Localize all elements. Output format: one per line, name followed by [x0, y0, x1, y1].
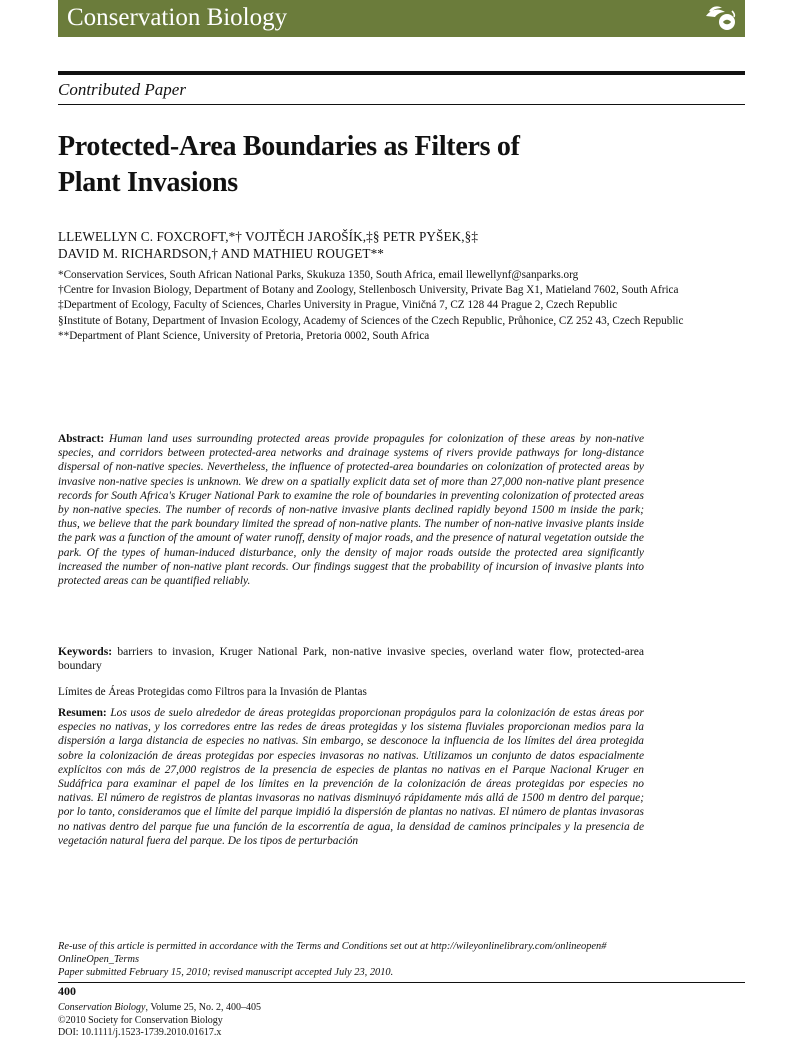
resumen [58, 706, 644, 848]
keywords [58, 645, 644, 674]
footnote-line: Re-use of this article is permitted in accordance with the Terms and Conditions set out at http://wileyonlinelibrary.com/onlineopen# [58, 941, 607, 952]
section-rule [58, 104, 745, 105]
affiliation: *Conservation Services, South African National Parks, Skukuza 1350, South Africa, email llewellynf@sanparks.org [58, 269, 579, 281]
title-line: Plant Invasions [58, 167, 238, 198]
copyright-line: ©2010 Society for Conservation Biology [58, 1014, 223, 1026]
affiliations [58, 268, 744, 344]
footer-rule [58, 982, 745, 983]
resumen-title: Límites de Áreas Protegidas como Filtros para la Invasión de Plantas [58, 686, 367, 698]
affiliation: §Institute of Botany, Department of Invasion Ecology, Academy of Sciences of the Czech Republic, Průhonice, CZ 252 43, Czech Republic [58, 314, 684, 327]
citation-journal: Conservation Biology [58, 1002, 146, 1013]
affiliation: ‡Department of Ecology, Faculty of Sciences, Charles University in Prague, Viničná 7, CZ 128 44 Prague 2, Czech Republic [58, 299, 618, 312]
article-title [58, 129, 698, 201]
doi-line: DOI: 10.1111/j.1523-1739.2010.01617.x [58, 1027, 222, 1039]
author-list [58, 228, 738, 262]
resumen-heading: Resumen: [58, 707, 107, 719]
title-line: Protected-Area Boundaries as Filters of [58, 131, 520, 162]
bird-leaf-logo-icon [703, 3, 737, 33]
affiliation: †Centre for Invasion Biology, Department of Botany and Zoology, Stellenbosch University, Private Bag X1, Matieland 7602, South Africa [58, 284, 679, 297]
abstract-text: Human land uses surrounding protected areas provide propagules for colonization of these areas by non-native species, and corridors between protected-area networks and drainage systems of rivers provide pathways for long-distance dispersal of non-native species. Nevertheless, the influence of protected-area boundaries on colonization of protected areas by invasive non-native species is unknown. We drew on a spatially explicit data set of more than 27,000 non-native plant presence records for South Africa's Kruger National Park to examine the role of boundaries in preventing colonization of protected areas by non-native species. The number of records of non-native invasive plants declined rapidly beyond 1500 m inside the park; thus, we believe that the park boundary limited the spread of non-native plants. The number of non-native invasive plants inside the park was a function of the amount of water runoff, density of major roads, and the presence of natural vegetation outside the park. Of the types of human-induced disturbance, only the density of major roads outside the protected area significantly increased the number of non-native plant records. Our findings suggest that the probability of incursion of invasive plants into protected areas can be quantified reliably. [58, 433, 644, 588]
journal-name: Conservation Biology [67, 4, 288, 31]
affiliation: **Department of Plant Science, University of Pretoria, Pretoria 0002, South Africa [58, 329, 430, 342]
citation-line [58, 1002, 261, 1015]
header-rule [58, 71, 745, 75]
author-line: DAVID M. RICHARDSON,† AND MATHIEU ROUGET** [58, 246, 384, 261]
author-line: LLEWELLYN C. FOXCROFT,*† VOJTĚCH JAROŠÍK,‡§ PETR PYŠEK,§‡ [58, 229, 479, 244]
citation-volume: , Volume 25, No. 2, 400–405 [145, 1002, 261, 1013]
page-number: 400 [58, 984, 76, 998]
abstract-heading: Abstract: [58, 433, 105, 445]
keywords-heading: Keywords: [58, 645, 113, 658]
resumen-text: Los usos de suelo alrededor de áreas protegidas proporcionan propágulos para la colonización de estas áreas por especies no nativas, y los corredores entre las redes de áreas protegidas y los sistema fluviales proporcionan medios para la dispersión a larga distancia de especies no nativas. Sin embargo, se desconoce la influencia de los límites del área protegida sobre la colonización de áreas protegidas por especies invasoras no nativas. Utilizamos un conjunto de datos espacialmente explícitos con más de 27,000 registros de la presencia de especies de plantas no nativas en el Parque Nacional Kruger en Sudáfrica para examinar el papel de los límites en la prevención de la colonización de áreas protegidas por especies no nativas. El número de registros de plantas invasoras no nativas disminuyó rápidamente más allá de 1500 m dentro del parque; por lo tanto, consideramos que el límite del parque impidió la dispersión de plantas no nativas. El número de plantas invasoras no nativas dentro del parque fue una función de la escorrentía de agua, la densidad de caminos principales y la presencia de vegetación natural fuera del parque. De los tipos de perturbación [58, 707, 644, 847]
keywords-text: barriers to invasion, Kruger National Park, non-native invasive species, overland water flow, protected-area boundary [58, 645, 644, 673]
section-label: Contributed Paper [58, 80, 186, 99]
footnote-line: OnlineOpen_Terms [58, 954, 140, 965]
abstract [58, 432, 644, 588]
journal-header-bar [58, 0, 745, 37]
footnote-line: Paper submitted February 15, 2010; revised manuscript accepted July 23, 2010. [58, 967, 394, 978]
citation-block [58, 1002, 261, 1040]
footnotes [58, 940, 748, 979]
